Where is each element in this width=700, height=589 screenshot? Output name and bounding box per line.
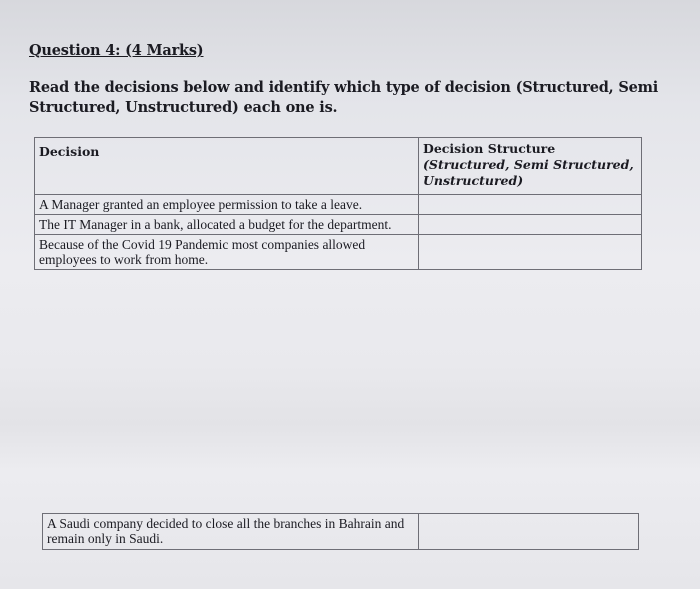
table-row [35, 235, 642, 270]
answer-cell[interactable] [419, 195, 642, 215]
answer-cell[interactable] [419, 215, 642, 235]
decision-cell: Because of the Covid 19 Pandemic most companies allowed employees to work from home. [35, 235, 419, 270]
decision-cell: The IT Manager in a bank, allocated a budget for the department. [35, 215, 419, 235]
table-row [35, 215, 642, 235]
table-header-row [35, 138, 642, 195]
question-heading: Question 4: (4 Marks) [29, 42, 204, 59]
decision-table-continued [42, 513, 639, 550]
answer-cell[interactable] [419, 514, 639, 550]
decision-structure-options: (Structured, Semi Structured, Unstructured) [423, 157, 634, 188]
decision-structure-column-header [419, 138, 642, 195]
table-row [43, 514, 639, 550]
decision-cell: A Saudi company decided to close all the branches in Bahrain and remain only in Saudi. [43, 514, 419, 550]
answer-cell[interactable] [419, 235, 642, 270]
question-instructions: Read the decisions below and identify which type of decision (Structured, Semi Structured, Unstructured) each one is. [29, 79, 659, 116]
decision-column-header: Decision [35, 138, 419, 195]
decision-structure-title: Decision Structure [423, 141, 556, 156]
table-row [35, 195, 642, 215]
decision-cell: A Manager granted an employee permission to take a leave. [35, 195, 419, 215]
decision-table [34, 137, 642, 270]
